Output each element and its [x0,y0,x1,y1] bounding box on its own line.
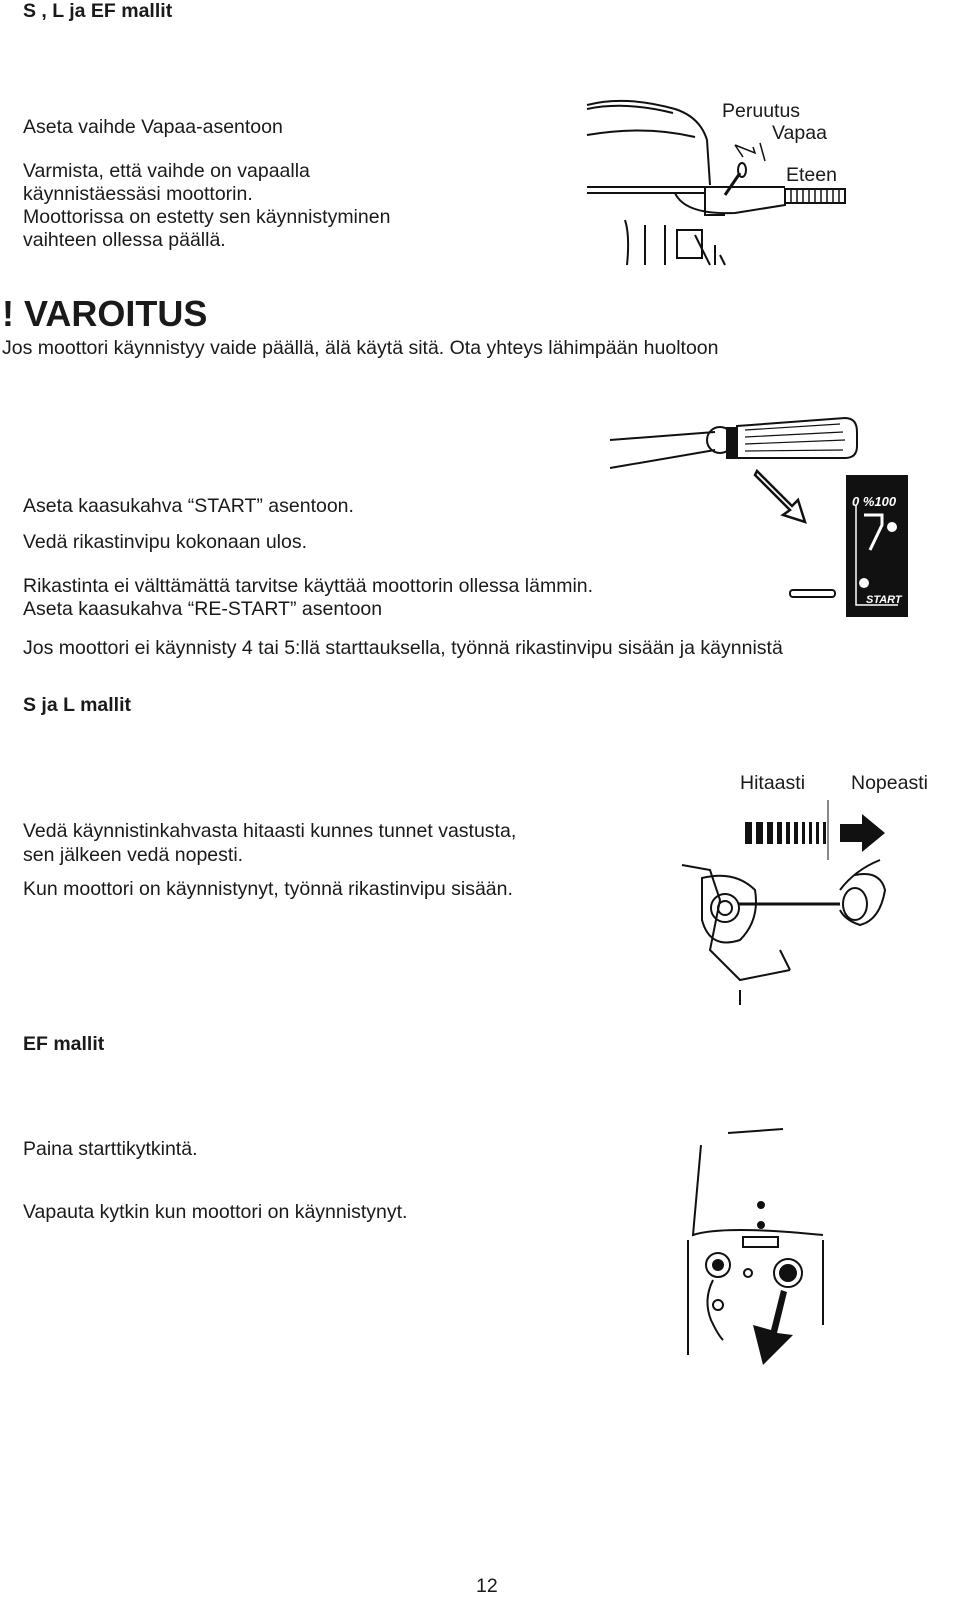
note-line-4: vaihteen ollessa päällä. [23,229,226,251]
note-line-2: käynnistäessäsi moottorin. [23,183,253,205]
warning-text: Jos moottori käynnistyy vaide päällä, älä käytä sitä. Ota yhteys lähimpään huoltoon [2,337,719,359]
label-fast: Nopeasti [851,772,928,794]
throttle-restart-text: Aseta kaasukahva “RE-START” asentoon [23,598,383,620]
section-heading-ef: EF mallit [23,1033,105,1055]
page-number: 12 [476,1575,498,1597]
note-line-1: Varmista, että vaihde on vapaalla [23,160,310,182]
gear-label-neutral: Vapaa [772,122,827,144]
throttle-start-text: Aseta kaasukahva “START” asentoon. [23,495,354,517]
choke-out-text: Vedä rikastinvipu kokonaan ulos. [23,531,308,553]
gear-label-reverse: Peruutus [722,100,801,122]
choke-warm-text: Rikastinta ei välttämättä tarvitse käyttää moottorin ollessa lämmin. [23,575,594,597]
pull-slow-text: Vedä käynnistinkahvasta hitaasti kunnes tunnet vastusta, [23,820,517,842]
recoil-start-illustration [680,800,895,1010]
note-line-3: Moottorissa on estetty sen käynnistyminen [23,206,391,228]
gear-label-forward: Eteen [786,164,837,186]
press-switch-text: Paina starttikytkintä. [23,1138,198,1160]
choke-in-text: Kun moottori on käynnistynyt, työnnä rikastinvipu sisään. [23,878,513,900]
section-heading-s-l-ef: S , L ja EF mallit [23,0,173,22]
section-heading-s-l: S ja L mallit [23,694,132,716]
choke-dial-scale: 0 %100 [852,494,897,509]
warning-title: ! VAROITUS [2,293,208,334]
electric-start-illustration [683,1125,828,1365]
choke-dial-start: START [866,594,902,606]
pull-fast-text: sen jälkeen vedä nopesti. [23,844,244,866]
release-switch-text: Vapauta kytkin kun moottori on käynnistynyt. [23,1201,408,1223]
label-slow: Hitaasti [740,772,806,794]
no-start-text: Jos moottori ei käynnisty 4 tai 5:llä starttauksella, työnnä rikastinvipu sisään ja käynnistä [23,637,783,659]
step-neutral-gear: Aseta vaihde Vapaa-asentoon [23,116,283,138]
throttle-handle-illustration [605,410,865,610]
